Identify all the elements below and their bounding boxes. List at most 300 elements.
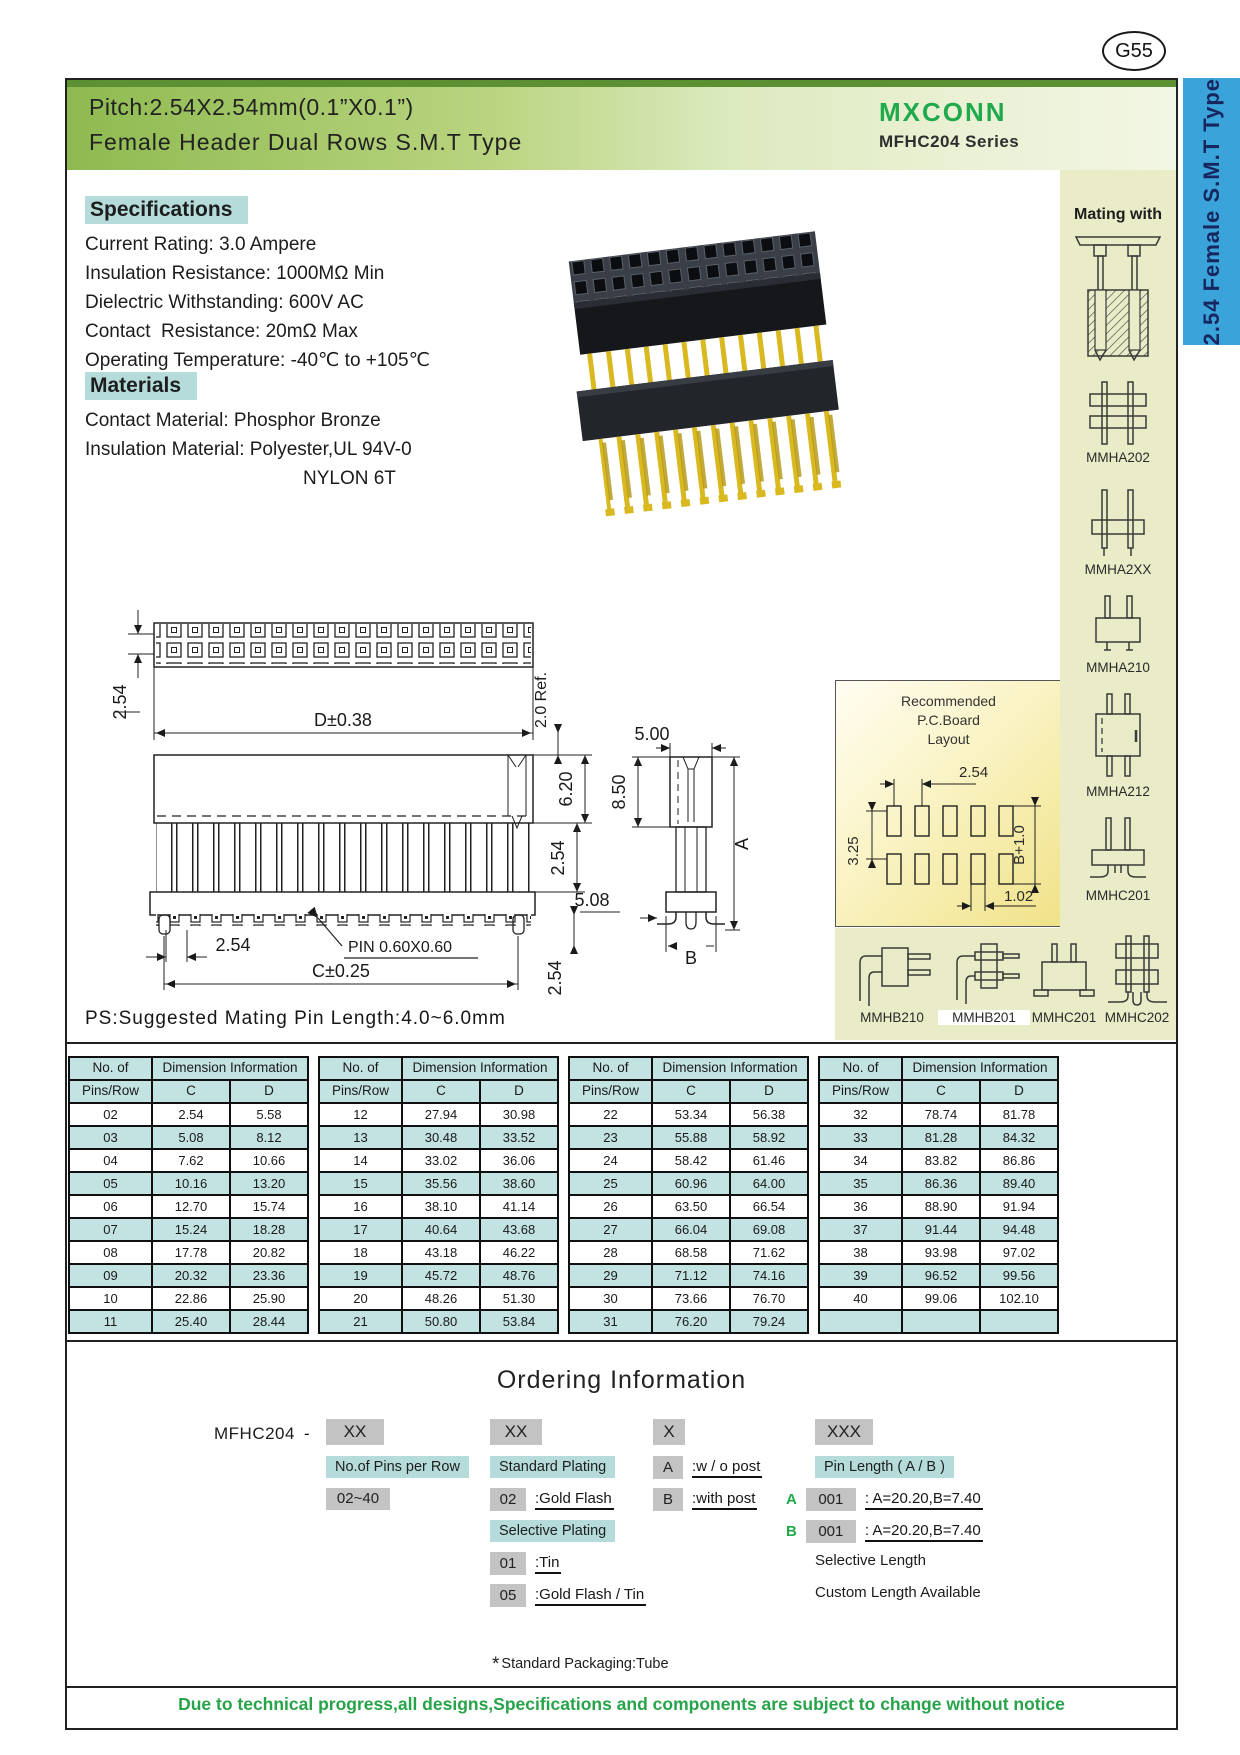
packaging-asterisk: * xyxy=(492,1654,500,1675)
table-cell: 38.10 xyxy=(402,1195,480,1218)
table-row xyxy=(69,1218,308,1241)
dim-label-foot-pitch: 2.54 xyxy=(215,935,251,955)
table-row xyxy=(569,1103,808,1126)
front-view-drawing xyxy=(146,755,592,996)
table-cell: 25.90 xyxy=(230,1287,308,1310)
table-cell: 32 xyxy=(819,1103,902,1126)
table-cell: 25.40 xyxy=(152,1310,230,1333)
table-cell: 25 xyxy=(569,1172,652,1195)
dim-label-inner-depth: 8.50 xyxy=(609,774,629,810)
dimension-drawings xyxy=(80,600,840,1010)
mating-connector-icon-mmha2xx xyxy=(1082,486,1154,560)
ordering-custom-length: Custom Length Available xyxy=(815,1584,981,1601)
dim-label-foot-width: 5.08 xyxy=(574,890,610,910)
table-row xyxy=(319,1172,558,1195)
spec-line: Contact Resistance: 20mΩ Max xyxy=(85,321,358,342)
dim-label-side-width: 5.00 xyxy=(634,724,670,744)
dim-label-pad-ref: 2.0 Ref. xyxy=(533,671,550,729)
col-header-c: C xyxy=(402,1080,480,1103)
table-cell: 17.78 xyxy=(152,1241,230,1264)
dimension-tables xyxy=(68,1056,1060,1334)
ordering-plating-option xyxy=(490,1488,614,1511)
ordering-code-plating: XX xyxy=(490,1419,542,1445)
table-row xyxy=(319,1195,558,1218)
table-cell: 43.68 xyxy=(480,1218,558,1241)
table-row xyxy=(69,1264,308,1287)
table-row xyxy=(69,1172,308,1195)
ordering-selective-plating-label: Selective Plating xyxy=(490,1520,615,1542)
spec-line: Operating Temperature: -40℃ to +105℃ xyxy=(85,350,430,371)
table-cell: 55.88 xyxy=(652,1126,730,1149)
table-cell: 5.58 xyxy=(230,1103,308,1126)
mating-heading: Mating with xyxy=(1074,206,1162,223)
table-cell xyxy=(980,1310,1058,1333)
ordering-part-prefix: MFHC204 xyxy=(214,1424,295,1443)
table-cell: 78.74 xyxy=(902,1103,980,1126)
plating-code: 01 xyxy=(490,1552,526,1575)
mating-connector-icon-mmha212 xyxy=(1082,690,1154,782)
table-row xyxy=(819,1218,1058,1241)
table-cell: 03 xyxy=(69,1126,152,1149)
material-line: Insulation Material: Polyester,UL 94V-0 xyxy=(85,439,412,460)
table-cell: 05 xyxy=(69,1172,152,1195)
table-cell: 86.36 xyxy=(902,1172,980,1195)
ordering-title: Ordering Information xyxy=(496,1366,747,1394)
table-cell: 15.24 xyxy=(152,1218,230,1241)
page-code: G55 xyxy=(1115,39,1153,62)
table-row xyxy=(569,1310,808,1333)
pcb-dim-row-gap: 3.25 xyxy=(845,836,862,866)
table-cell: 66.54 xyxy=(730,1195,808,1218)
top-view-drawing xyxy=(110,610,558,763)
table-cell: 27.94 xyxy=(402,1103,480,1126)
table-row xyxy=(569,1126,808,1149)
table-row xyxy=(569,1195,808,1218)
table-row xyxy=(319,1310,558,1333)
table-cell: 34 xyxy=(819,1149,902,1172)
col-header-no-of: No. of xyxy=(69,1057,152,1080)
pcb-pads-drawing xyxy=(836,751,1061,926)
ordering-plating-option xyxy=(490,1584,646,1607)
table-row xyxy=(319,1103,558,1126)
table-cell: 86.86 xyxy=(980,1149,1058,1172)
table-cell: 48.26 xyxy=(402,1287,480,1310)
table-row xyxy=(819,1149,1058,1172)
pcb-title-line: Recommended xyxy=(901,693,996,709)
dim-label-foot-height: 2.54 xyxy=(545,960,565,996)
table-cell: 37 xyxy=(819,1218,902,1241)
col-header-d: D xyxy=(230,1080,308,1103)
table-cell: 29 xyxy=(569,1264,652,1287)
page-title-pitch: Pitch:2.54X2.54mm(0.1”X0.1”) xyxy=(89,94,414,120)
table-cell: 5.08 xyxy=(152,1126,230,1149)
table-cell: 16 xyxy=(319,1195,402,1218)
dim-label-pin-length: 2.54 xyxy=(548,840,568,876)
table-row xyxy=(569,1264,808,1287)
table-cell: 10 xyxy=(69,1287,152,1310)
specifications-heading: Specifications xyxy=(85,196,248,224)
table-cell: 41.14 xyxy=(480,1195,558,1218)
dimension-table-group xyxy=(68,1056,309,1334)
table-row xyxy=(69,1287,308,1310)
col-header-no-of: No. of xyxy=(319,1057,402,1080)
table-row xyxy=(319,1241,558,1264)
table-cell: 88.90 xyxy=(902,1195,980,1218)
table-cell: 35.56 xyxy=(402,1172,480,1195)
table-cell: 17 xyxy=(319,1218,402,1241)
table-row xyxy=(319,1218,558,1241)
table-cell: 91.44 xyxy=(902,1218,980,1241)
table-row xyxy=(319,1287,558,1310)
mating-cross-section-icon xyxy=(1072,232,1164,367)
table-cell: 07 xyxy=(69,1218,152,1241)
table-row xyxy=(569,1149,808,1172)
table-row xyxy=(819,1264,1058,1287)
col-header-d: D xyxy=(480,1080,558,1103)
table-row xyxy=(319,1126,558,1149)
table-cell: 99.56 xyxy=(980,1264,1058,1287)
post-code: A xyxy=(653,1456,683,1479)
table-cell: 73.66 xyxy=(652,1287,730,1310)
mating-connector-icon-mmhb201 xyxy=(945,942,1021,1006)
category-side-tab xyxy=(1183,78,1240,345)
table-cell: 81.28 xyxy=(902,1126,980,1149)
post-desc: :with post xyxy=(692,1490,757,1510)
pcb-title-line: Layout xyxy=(927,731,970,747)
mating-connector-icon-mmhc202 xyxy=(1104,934,1170,1010)
table-cell: 27 xyxy=(569,1218,652,1241)
table-cell: 28 xyxy=(569,1241,652,1264)
table-cell: 83.82 xyxy=(902,1149,980,1172)
col-header-no-of: No. of xyxy=(569,1057,652,1080)
table-cell: 02 xyxy=(69,1103,152,1126)
table-cell: 53.84 xyxy=(480,1310,558,1333)
table-cell: 22.86 xyxy=(152,1287,230,1310)
col-header-pins-row: Pins/Row xyxy=(319,1080,402,1103)
dimension-table-group xyxy=(818,1056,1059,1334)
table-cell: 71.12 xyxy=(652,1264,730,1287)
ordering-plating-option xyxy=(490,1552,561,1575)
table-cell: 08 xyxy=(69,1241,152,1264)
spec-line: Current Rating: 3.0 Ampere xyxy=(85,234,317,255)
table-cell: 12 xyxy=(319,1103,402,1126)
ordering-pins-label: No.of Pins per Row xyxy=(326,1456,469,1478)
dim-label-width-d: D±0.38 xyxy=(314,710,372,730)
category-side-tab-label: 2.54 Female S.M.T Type xyxy=(1198,77,1224,346)
dimension-table-group xyxy=(318,1056,559,1334)
mating-connector-icon-mmha210 xyxy=(1082,592,1154,656)
table-cell: 09 xyxy=(69,1264,152,1287)
table-row xyxy=(819,1195,1058,1218)
plating-code: 02 xyxy=(490,1488,526,1511)
ordering-pins-range: 02~40 xyxy=(326,1488,390,1510)
table-cell: 45.72 xyxy=(402,1264,480,1287)
pcb-layout-box xyxy=(835,680,1062,927)
mating-part-number: MMHC201 xyxy=(1031,1010,1097,1025)
table-row xyxy=(819,1172,1058,1195)
table-cell: 30 xyxy=(569,1287,652,1310)
col-header-d: D xyxy=(980,1080,1058,1103)
table-cell: 89.40 xyxy=(980,1172,1058,1195)
ordering-code-length: XXX xyxy=(815,1419,873,1445)
table-cell: 61.46 xyxy=(730,1149,808,1172)
table-cell: 26 xyxy=(569,1195,652,1218)
table-row xyxy=(69,1126,308,1149)
table-row xyxy=(569,1172,808,1195)
pcb-dim-span: B+1.0 xyxy=(1011,825,1028,865)
col-header-pins-row: Pins/Row xyxy=(69,1080,152,1103)
table-cell: 46.22 xyxy=(480,1241,558,1264)
specifications-section xyxy=(85,196,430,375)
table-cell: 93.98 xyxy=(902,1241,980,1264)
table-cell: 38.60 xyxy=(480,1172,558,1195)
side-view-drawing xyxy=(574,724,752,968)
table-cell: 48.76 xyxy=(480,1264,558,1287)
ordering-standard-plating-label: Standard Plating xyxy=(490,1456,615,1478)
table-cell: 99.06 xyxy=(902,1287,980,1310)
table-cell: 14 xyxy=(319,1149,402,1172)
table-cell: 102.10 xyxy=(980,1287,1058,1310)
table-row xyxy=(69,1195,308,1218)
plating-desc: :Gold Flash xyxy=(535,1490,614,1510)
table-cell: 36 xyxy=(819,1195,902,1218)
plating-code: 05 xyxy=(490,1584,526,1607)
table-row xyxy=(819,1287,1058,1310)
table-cell: 20.32 xyxy=(152,1264,230,1287)
table-row xyxy=(569,1287,808,1310)
mating-part-number: MMHC202 xyxy=(1104,1010,1170,1025)
length-row-letter: A xyxy=(786,1491,797,1508)
table-cell: 60.96 xyxy=(652,1172,730,1195)
table-cell: 40 xyxy=(819,1287,902,1310)
table-cell: 28.44 xyxy=(230,1310,308,1333)
pcb-title-line: P.C.Board xyxy=(917,712,980,728)
pcb-dim-pitch-x: 2.54 xyxy=(959,764,989,781)
table-cell: 33.02 xyxy=(402,1149,480,1172)
post-code: B xyxy=(653,1488,683,1511)
table-cell: 76.20 xyxy=(652,1310,730,1333)
brand-logo-text: MXCONN xyxy=(879,97,1007,127)
table-cell: 71.62 xyxy=(730,1241,808,1264)
table-row xyxy=(569,1241,808,1264)
table-cell: 39 xyxy=(819,1264,902,1287)
table-cell: 50.80 xyxy=(402,1310,480,1333)
table-cell: 96.52 xyxy=(902,1264,980,1287)
plating-desc: :Tin xyxy=(535,1554,561,1574)
table-cell: 58.92 xyxy=(730,1126,808,1149)
ordering-post-option xyxy=(653,1488,757,1511)
table-cell: 06 xyxy=(69,1195,152,1218)
length-code: 001 xyxy=(806,1488,856,1511)
col-header-pins-row: Pins/Row xyxy=(819,1080,902,1103)
col-header-c: C xyxy=(652,1080,730,1103)
mating-connector-icon-mmhb210 xyxy=(850,942,934,1006)
mating-connector-icon-mmhc201 xyxy=(1082,812,1154,886)
mating-connector-icon-mmhc201b xyxy=(1032,940,1096,1006)
mating-part-number: MMHA202 xyxy=(1086,450,1150,465)
table-cell: 2.54 xyxy=(152,1103,230,1126)
col-header-c: C xyxy=(152,1080,230,1103)
table-cell: 36.06 xyxy=(480,1149,558,1172)
mating-part-number: MMHA212 xyxy=(1086,784,1150,799)
length-desc: : A=20.20,B=7.40 xyxy=(865,1490,983,1510)
dim-label-width-c: C±0.25 xyxy=(312,961,370,981)
ordering-code-pins: XX xyxy=(326,1419,384,1445)
table-cell: 12.70 xyxy=(152,1195,230,1218)
ordering-length-option xyxy=(786,1488,983,1511)
col-header-dim-info: Dimension Information xyxy=(652,1057,808,1080)
dim-label-row-pitch: 2.54 xyxy=(110,684,130,720)
product-photo-illustration xyxy=(548,222,893,567)
table-row xyxy=(69,1310,308,1333)
table-cell: 91.94 xyxy=(980,1195,1058,1218)
post-desc: :w / o post xyxy=(692,1458,762,1478)
dim-label-height-a: A xyxy=(732,837,752,851)
materials-heading: Materials xyxy=(85,372,197,400)
length-desc: : A=20.20,B=7.40 xyxy=(865,1522,983,1542)
spec-line: Insulation Resistance: 1000MΩ Min xyxy=(85,263,385,284)
table-cell xyxy=(819,1310,902,1333)
table-cell: 79.24 xyxy=(730,1310,808,1333)
table-cell: 56.38 xyxy=(730,1103,808,1126)
mating-pin-length-note: PS:Suggested Mating Pin Length:4.0~6.0mm xyxy=(85,1008,506,1029)
table-cell: 51.30 xyxy=(480,1287,558,1310)
table-cell: 7.62 xyxy=(152,1149,230,1172)
table-cell: 30.48 xyxy=(402,1126,480,1149)
divider xyxy=(65,1042,1178,1044)
ordering-separator: - xyxy=(304,1424,310,1443)
table-cell: 74.16 xyxy=(730,1264,808,1287)
table-cell: 94.48 xyxy=(980,1218,1058,1241)
table-cell: 24 xyxy=(569,1149,652,1172)
table-row xyxy=(569,1218,808,1241)
mating-part-number: MMHB201 xyxy=(938,1010,1030,1025)
table-cell: 31 xyxy=(569,1310,652,1333)
col-header-dim-info: Dimension Information xyxy=(902,1057,1058,1080)
dimension-table-group xyxy=(568,1056,809,1334)
table-cell: 04 xyxy=(69,1149,152,1172)
divider xyxy=(65,1340,1178,1342)
table-cell: 21 xyxy=(319,1310,402,1333)
table-cell: 35 xyxy=(819,1172,902,1195)
page-code-badge xyxy=(1102,31,1166,71)
mating-part-number: MMHA210 xyxy=(1086,660,1150,675)
table-cell: 69.08 xyxy=(730,1218,808,1241)
ordering-length-label: Pin Length ( A / B ) xyxy=(815,1456,954,1478)
length-row-letter: B xyxy=(786,1523,797,1540)
length-code: 001 xyxy=(806,1520,856,1543)
dim-label-body-height: 6.20 xyxy=(556,771,576,807)
table-cell: 53.34 xyxy=(652,1103,730,1126)
mating-part-number: MMHA2XX xyxy=(1084,562,1152,577)
table-cell: 11 xyxy=(69,1310,152,1333)
table-cell: 84.32 xyxy=(980,1126,1058,1149)
dim-label-span-b: B xyxy=(684,948,698,968)
ordering-post-option xyxy=(653,1456,762,1479)
table-cell: 81.78 xyxy=(980,1103,1058,1126)
table-cell: 64.00 xyxy=(730,1172,808,1195)
table-cell: 20.82 xyxy=(230,1241,308,1264)
col-header-pins-row: Pins/Row xyxy=(569,1080,652,1103)
table-cell: 23.36 xyxy=(230,1264,308,1287)
footer-disclaimer: Due to technical progress,all designs,Specifications and components are subject to change without notice xyxy=(178,1694,1065,1714)
table-cell: 15.74 xyxy=(230,1195,308,1218)
col-header-c: C xyxy=(902,1080,980,1103)
table-cell: 8.12 xyxy=(230,1126,308,1149)
table-cell: 10.66 xyxy=(230,1149,308,1172)
table-cell: 15 xyxy=(319,1172,402,1195)
col-header-d: D xyxy=(730,1080,808,1103)
table-row xyxy=(319,1264,558,1287)
table-row xyxy=(69,1149,308,1172)
table-cell xyxy=(902,1310,980,1333)
ordering-selective-length: Selective Length xyxy=(815,1552,926,1569)
material-line: Contact Material: Phosphor Bronze xyxy=(85,410,381,431)
table-cell: 19 xyxy=(319,1264,402,1287)
table-row xyxy=(819,1241,1058,1264)
table-cell: 33.52 xyxy=(480,1126,558,1149)
col-header-dim-info: Dimension Information xyxy=(402,1057,558,1080)
page-title-product: Female Header Dual Rows S.M.T Type xyxy=(89,129,523,155)
mating-part-number: MMHC201 xyxy=(1085,888,1151,903)
material-line: NYLON 6T xyxy=(303,468,396,489)
table-row xyxy=(69,1241,308,1264)
table-row xyxy=(69,1103,308,1126)
dim-label-pin-size: PIN 0.60X0.60 xyxy=(348,939,453,956)
table-cell: 18.28 xyxy=(230,1218,308,1241)
ordering-code-post: X xyxy=(653,1419,685,1445)
col-header-no-of: No. of xyxy=(819,1057,902,1080)
mating-part-number: MMHB210 xyxy=(860,1010,924,1025)
table-cell: 13.20 xyxy=(230,1172,308,1195)
header-band xyxy=(67,80,1176,170)
plating-desc: :Gold Flash / Tin xyxy=(535,1586,646,1606)
table-cell: 43.18 xyxy=(402,1241,480,1264)
divider xyxy=(65,1686,1178,1688)
col-header-dim-info: Dimension Information xyxy=(152,1057,308,1080)
table-cell: 76.70 xyxy=(730,1287,808,1310)
table-cell: 18 xyxy=(319,1241,402,1264)
table-cell: 63.50 xyxy=(652,1195,730,1218)
packaging-text: Standard Packaging:Tube xyxy=(501,1656,669,1672)
table-cell: 20 xyxy=(319,1287,402,1310)
table-cell: 97.02 xyxy=(980,1241,1058,1264)
ordering-length-option xyxy=(786,1520,983,1543)
table-cell: 38 xyxy=(819,1241,902,1264)
table-row xyxy=(819,1103,1058,1126)
table-row xyxy=(819,1310,1058,1333)
materials-section xyxy=(85,372,412,493)
table-cell: 33 xyxy=(819,1126,902,1149)
table-cell: 30.98 xyxy=(480,1103,558,1126)
table-row xyxy=(819,1126,1058,1149)
mating-connector-icon-mmha202 xyxy=(1082,378,1154,448)
table-cell: 10.16 xyxy=(152,1172,230,1195)
table-cell: 13 xyxy=(319,1126,402,1149)
packaging-note xyxy=(492,1654,669,1676)
table-cell: 40.64 xyxy=(402,1218,480,1241)
table-cell: 68.58 xyxy=(652,1241,730,1264)
spec-line: Dielectric Withstanding: 600V AC xyxy=(85,292,364,313)
pcb-dim-pad-offset: 1.02 xyxy=(1004,888,1034,905)
header-top-stripe xyxy=(67,80,1176,87)
series-name: MFHC204 Series xyxy=(879,132,1020,151)
table-cell: 66.04 xyxy=(652,1218,730,1241)
table-cell: 23 xyxy=(569,1126,652,1149)
table-row xyxy=(319,1149,558,1172)
table-cell: 22 xyxy=(569,1103,652,1126)
table-cell: 58.42 xyxy=(652,1149,730,1172)
